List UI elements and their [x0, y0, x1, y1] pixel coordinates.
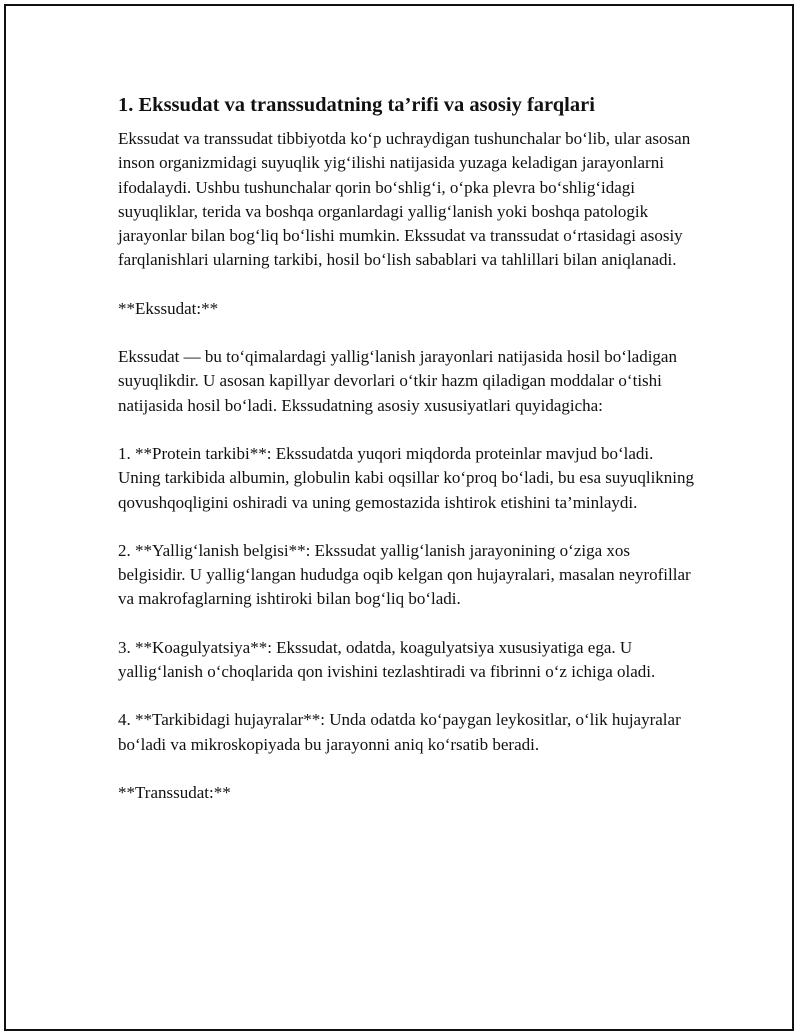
list-item-protein: 1. **Protein tarkibi**: Ekssudatda yuqori miqdorda proteinlar mavjud boʻladi. Uning tarkibida albumin, globulin kabi oqsillar koʻproq boʻladi, bu esa suyuqlikning qovushqoqligini oshiradi va uning gemostazida ishtirok etishini ta’minlaydi. [118, 443, 695, 512]
list-item-coagulation: 3. **Koagulyatsiya**: Ekssudat, odatda, koagulyatsiya xususiyatiga ega. U yalligʻlanish oʻchoqlarida qon ivishini tezlashtiradi va fibrinni oʻz ichiga oladi. [118, 637, 656, 682]
list-item-cells: 4. **Tarkibidagi hujayralar**: Unda odatda koʻpaygan leykositlar, oʻlik hujayralar boʻladi va mikroskopiyada bu jarayonni aniq koʻrsatib beradi. [118, 710, 681, 754]
exudate-heading: **Ekssudat:** [118, 298, 219, 318]
list-item-inflammation: 2. **Yalligʻlanish belgisi**: Ekssudat yalligʻlanish jarayonining oʻziga xos belgisidir. U yalligʻlangan hududga oqib kelgan qon hujayralari, masalan neyrofillar va makrofaglarning ishtiroki bilan bogʻliq boʻladi. [118, 540, 691, 609]
transudate-heading: **Transsudat:** [118, 782, 231, 802]
intro-paragraph: Ekssudat va transsudat tibbiyotda koʻp uchraydigan tushunchalar boʻlib, ular asosan inson organizmidagi suyuqlik yigʻilishi natijasida yuzaga keladigan jarayonlarni ifodalaydi. Ushbu tushunchalar qorin boʻshligʻi, oʻpka plevra boʻshligʻidagi suyuqliklar, terida va boshqa organlardagi yalligʻlanish yoki boshqa patologik jarayonlar bilan bogʻliq boʻlishi mumkin. Ekssudat va transsudat oʻrtasidagi asosiy farqlanishlari ularning tarkibi, hosil boʻlish sabablari va tahlillari bilan aniqlanadi. [118, 129, 691, 270]
exudate-definition-paragraph: Ekssudat — bu toʻqimalardagi yalligʻlanish jarayonlari natijasida hosil boʻladigan suyuqlikdir. U asosan kapillyar devorlari oʻtkir hazm qiladigan moddalar oʻtishi natijasida hosil boʻladi. Ekssudatning asosiy xususiyatlari quyidagicha: [118, 347, 677, 415]
section-heading: 1. Ekssudat va transsudatning ta’rifi va asosiy farqlari [118, 94, 595, 116]
document-body [118, 92, 698, 829]
